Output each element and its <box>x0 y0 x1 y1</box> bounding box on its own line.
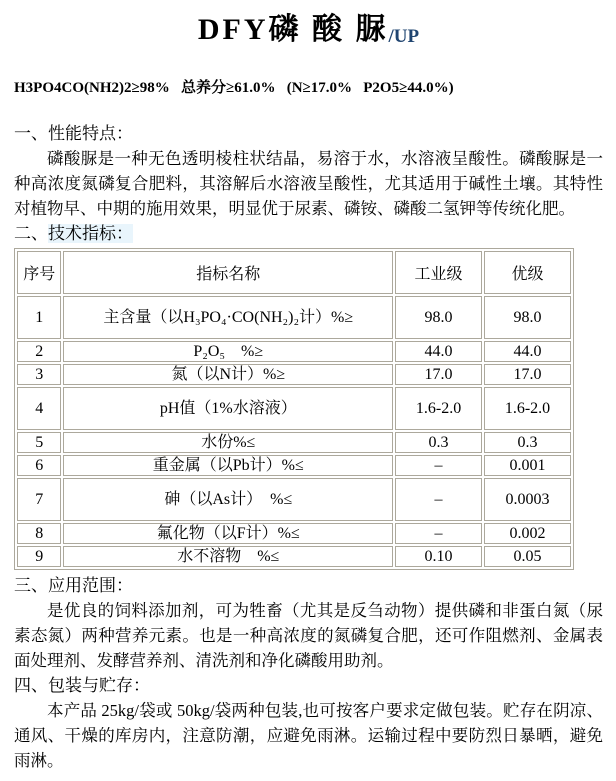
cell-industrial-grade: 98.0 <box>395 296 482 339</box>
table-row <box>17 523 571 544</box>
cell-premium-grade: 0.001 <box>484 455 571 476</box>
cell-indicator-name: 氟化物（以F计）%≤ <box>63 523 393 544</box>
cell-industrial-grade: 44.0 <box>395 341 482 362</box>
cell-industrial-grade: 0.10 <box>395 546 482 567</box>
cell-serial-number: 8 <box>17 523 61 544</box>
table-row <box>17 455 571 476</box>
formula-line: H3PO4CO(NH2)2≥98% 总养分≥61.0% (N≥17.0% P2O5≥44.0%) <box>14 80 454 96</box>
table-row <box>17 341 571 362</box>
cell-serial-number: 3 <box>17 364 61 385</box>
cell-serial-number: 2 <box>17 341 61 362</box>
col-header-premium: 优级 <box>484 251 571 294</box>
table-row <box>17 296 571 339</box>
specs-heading-text: 技术指标： <box>48 224 133 243</box>
cell-indicator-name: P₂O₅ %≥ <box>63 341 393 362</box>
cell-serial-number: 4 <box>17 387 61 430</box>
applications-paragraph: 是优良的饲料添加剂，可为牲畜（尤其是反刍动物）提供磷和非蛋白氮（尿素态氮）两种营养元素。也是一种高浓度的氮磷复合肥，还可作阻燃剂、金属表面处理剂、发酵营养剂、清洗剂和净化磷酸用助剂。 <box>14 601 603 670</box>
packaging-paragraph: 本产品 25kg/袋或 50kg/袋两种包装,也可按客户要求定做包装。贮存在阴凉、通风、干燥的库房内，注意防潮，应避免雨淋。运输过程中要防烈日暴晒，避免雨淋。 <box>14 701 603 770</box>
cell-indicator-name: 氮（以N计）%≥ <box>63 364 393 385</box>
table-row <box>17 387 571 430</box>
cell-industrial-grade: – <box>395 478 482 521</box>
page-title <box>14 10 603 54</box>
cell-premium-grade: 98.0 <box>484 296 571 339</box>
section-heading-applications: 三、应用范围： <box>14 576 133 595</box>
table-row <box>17 432 571 453</box>
cell-indicator-name: 重金属（以Pb计）%≤ <box>63 455 393 476</box>
cell-serial-number: 1 <box>17 296 61 339</box>
cell-indicator-name: 主含量（以H₃PO₄·CO(NH₂)₂计）%≥ <box>63 296 393 339</box>
table-header-row <box>17 251 571 294</box>
table-row <box>17 364 571 385</box>
section-heading-packaging: 四、包装与贮存： <box>14 676 150 695</box>
cell-serial-number: 5 <box>17 432 61 453</box>
cell-premium-grade: 0.002 <box>484 523 571 544</box>
specs-heading-prefix: 二、 <box>14 224 48 243</box>
cell-industrial-grade: – <box>395 523 482 544</box>
col-header-no: 序号 <box>17 251 61 294</box>
col-header-indicator: 指标名称 <box>63 251 393 294</box>
cell-indicator-name: 水不溶物 %≤ <box>63 546 393 567</box>
cell-serial-number: 6 <box>17 455 61 476</box>
cell-indicator-name: 砷（以As计） %≤ <box>63 478 393 521</box>
cell-indicator-name: pH值（1%水溶液） <box>63 387 393 430</box>
table-row <box>17 546 571 567</box>
cell-industrial-grade: 1.6-2.0 <box>395 387 482 430</box>
cell-premium-grade: 0.3 <box>484 432 571 453</box>
cell-industrial-grade: – <box>395 455 482 476</box>
table-row <box>17 478 571 521</box>
cell-industrial-grade: 17.0 <box>395 364 482 385</box>
cell-serial-number: 9 <box>17 546 61 567</box>
title-suffix: /UP <box>388 26 420 47</box>
section-heading-features: 一、性能特点： <box>14 124 133 143</box>
spec-table <box>14 248 574 570</box>
col-header-industrial: 工业级 <box>395 251 482 294</box>
cell-premium-grade: 44.0 <box>484 341 571 362</box>
cell-indicator-name: 水份%≤ <box>63 432 393 453</box>
cell-premium-grade: 0.05 <box>484 546 571 567</box>
features-paragraph: 磷酸脲是一种无色透明棱柱状结晶，易溶于水，水溶液呈酸性。磷酸脲是一种高浓度氮磷复合肥料，其溶解后水溶液呈酸性，尤其适用于碱性土壤。其特性对植物早、中期的施用效果，明显优于尿素、磷铵、磷酸二氢钾等传统化肥。 <box>14 149 603 218</box>
cell-industrial-grade: 0.3 <box>395 432 482 453</box>
title-main: DFY磷 酸 脲 <box>197 13 389 46</box>
cell-premium-grade: 1.6-2.0 <box>484 387 571 430</box>
cell-serial-number: 7 <box>17 478 61 521</box>
cell-premium-grade: 0.0003 <box>484 478 571 521</box>
spec-table-body <box>17 296 571 567</box>
cell-premium-grade: 17.0 <box>484 364 571 385</box>
section-heading-specs <box>14 221 603 246</box>
